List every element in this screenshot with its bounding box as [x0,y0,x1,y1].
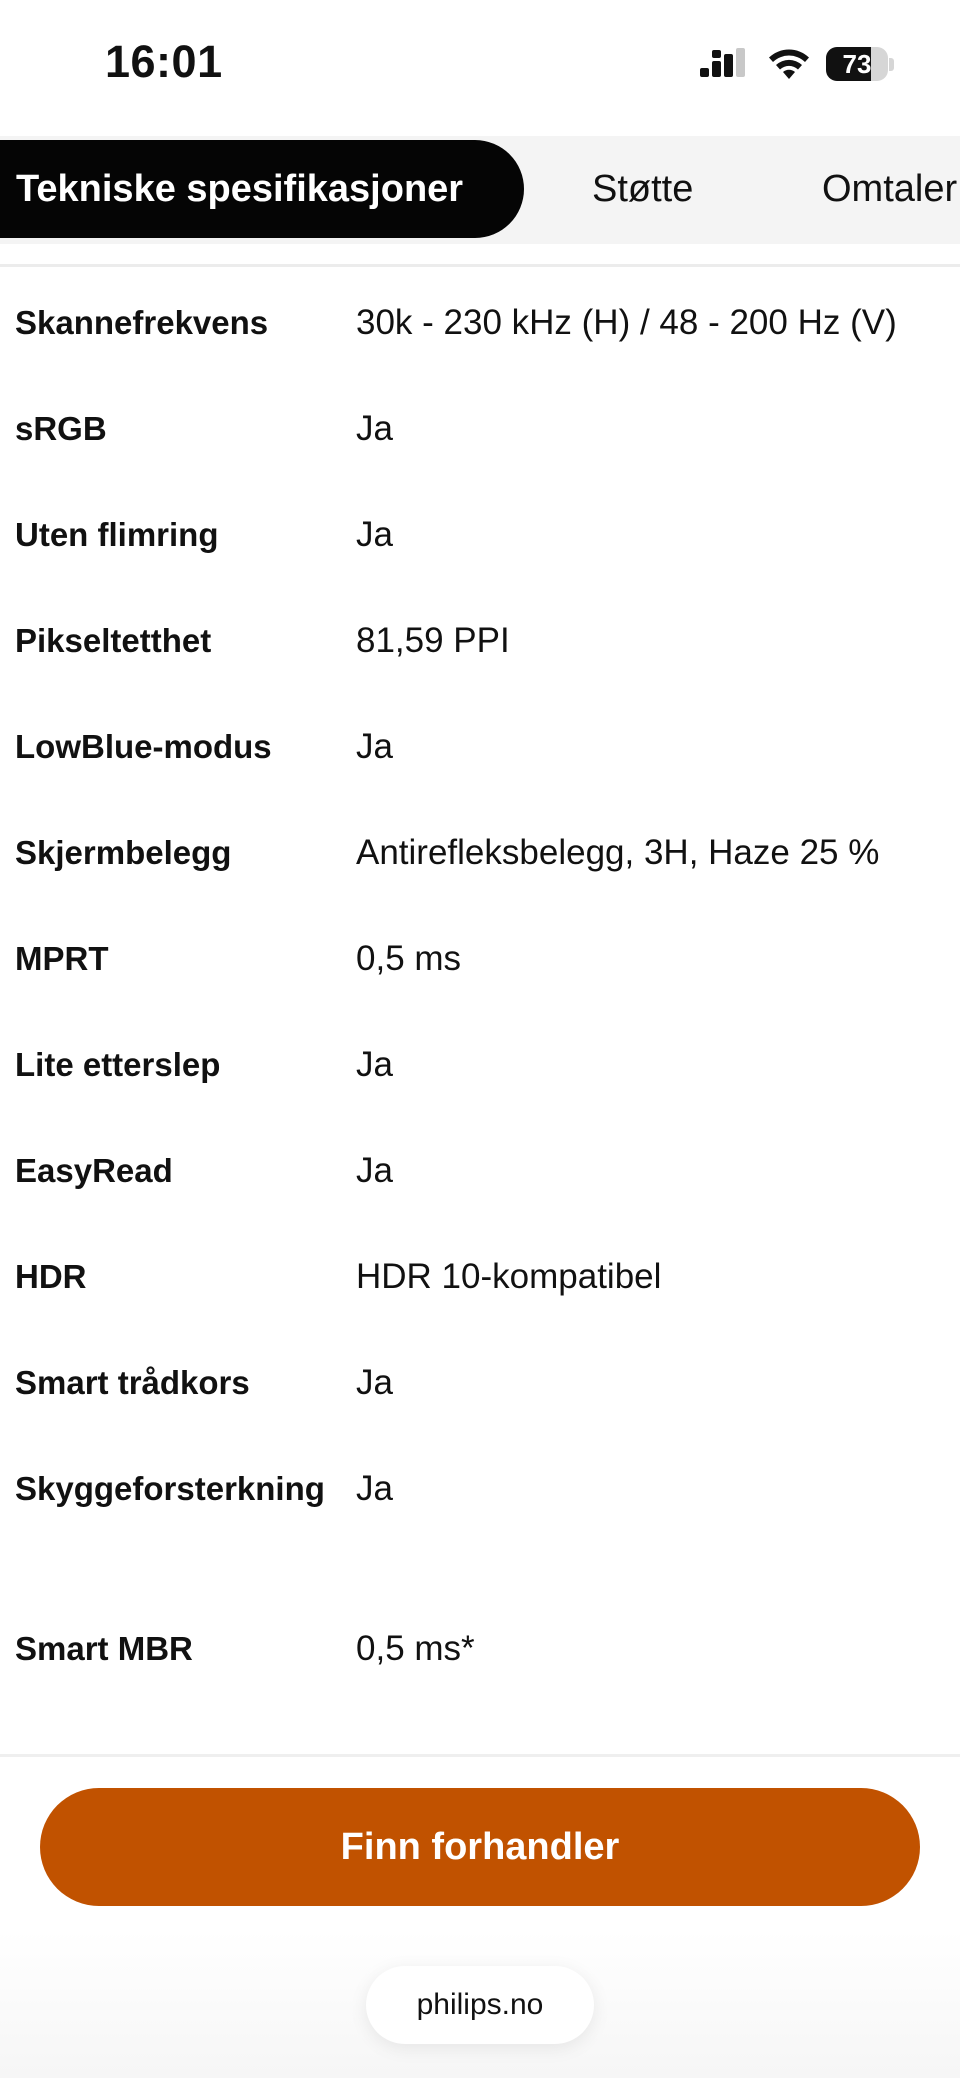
spec-value: Ja [356,1151,393,1190]
battery-level: 73 [842,48,872,79]
spec-label: Smart trådkors [15,1364,250,1401]
spec-value: 81,59 PPI [356,621,510,660]
spec-row [0,270,960,376]
spec-label: MPRT [15,940,109,977]
status-time: 16:01 [105,36,223,87]
spec-value: Ja [356,727,393,766]
spec-row [0,1118,960,1224]
spec-value: HDR 10-kompatibel [356,1257,662,1296]
spec-row [0,694,960,800]
find-dealer-button[interactable]: Finn forhandler [40,1788,920,1906]
tab-support[interactable]: Støtte [592,167,694,210]
spec-value: 0,5 ms [356,939,462,978]
spec-label: Pikseltetthet [15,622,212,659]
spec-value: Antirefleksbelegg, 3H, Haze 25 % [356,833,880,872]
spec-row [0,906,960,1012]
spec-row [0,1596,960,1702]
spec-label: HDR [15,1258,87,1295]
signal-icon [700,46,752,82]
url-bar[interactable]: philips.no [366,1966,594,2044]
spec-label: EasyRead [15,1152,173,1189]
spec-row [0,1012,960,1118]
status-bar [0,0,960,128]
spec-label: Uten flimring [15,516,219,553]
spec-label: Skjermbelegg [15,834,232,871]
status-icons [700,44,894,84]
wifi-icon [766,46,812,82]
tab-bar [0,136,960,244]
spec-value: Ja [356,515,393,554]
spec-value: Ja [356,1045,393,1084]
spec-label: LowBlue-modus [15,728,272,765]
battery-icon [826,47,894,81]
tab-technical-specs[interactable]: Tekniske spesifikasjoner [0,140,524,238]
spec-label: Skyggeforsterkning [15,1470,325,1507]
spec-value: 0,5 ms* [356,1629,475,1668]
spec-row [0,1224,960,1330]
spec-value: Ja [356,409,393,448]
spec-list [0,270,960,1702]
tab-reviews[interactable]: Omtaler [822,167,958,210]
spec-value: 30k - 230 kHz (H) / 48 - 200 Hz (V) [356,303,897,342]
spec-value: Ja [356,1363,393,1402]
spec-label: Lite etterslep [15,1046,221,1083]
spec-row [0,588,960,694]
tabs-divider [0,264,960,267]
spec-row [0,1330,960,1436]
spec-label: Skannefrekvens [15,304,269,341]
spec-label: sRGB [15,410,107,447]
spec-label: Smart MBR [15,1630,193,1667]
spec-row [0,376,960,482]
spec-row [0,1436,960,1596]
spec-row [0,482,960,588]
footer-divider [0,1754,960,1757]
spec-row [0,800,960,906]
spec-value: Ja [356,1469,393,1508]
